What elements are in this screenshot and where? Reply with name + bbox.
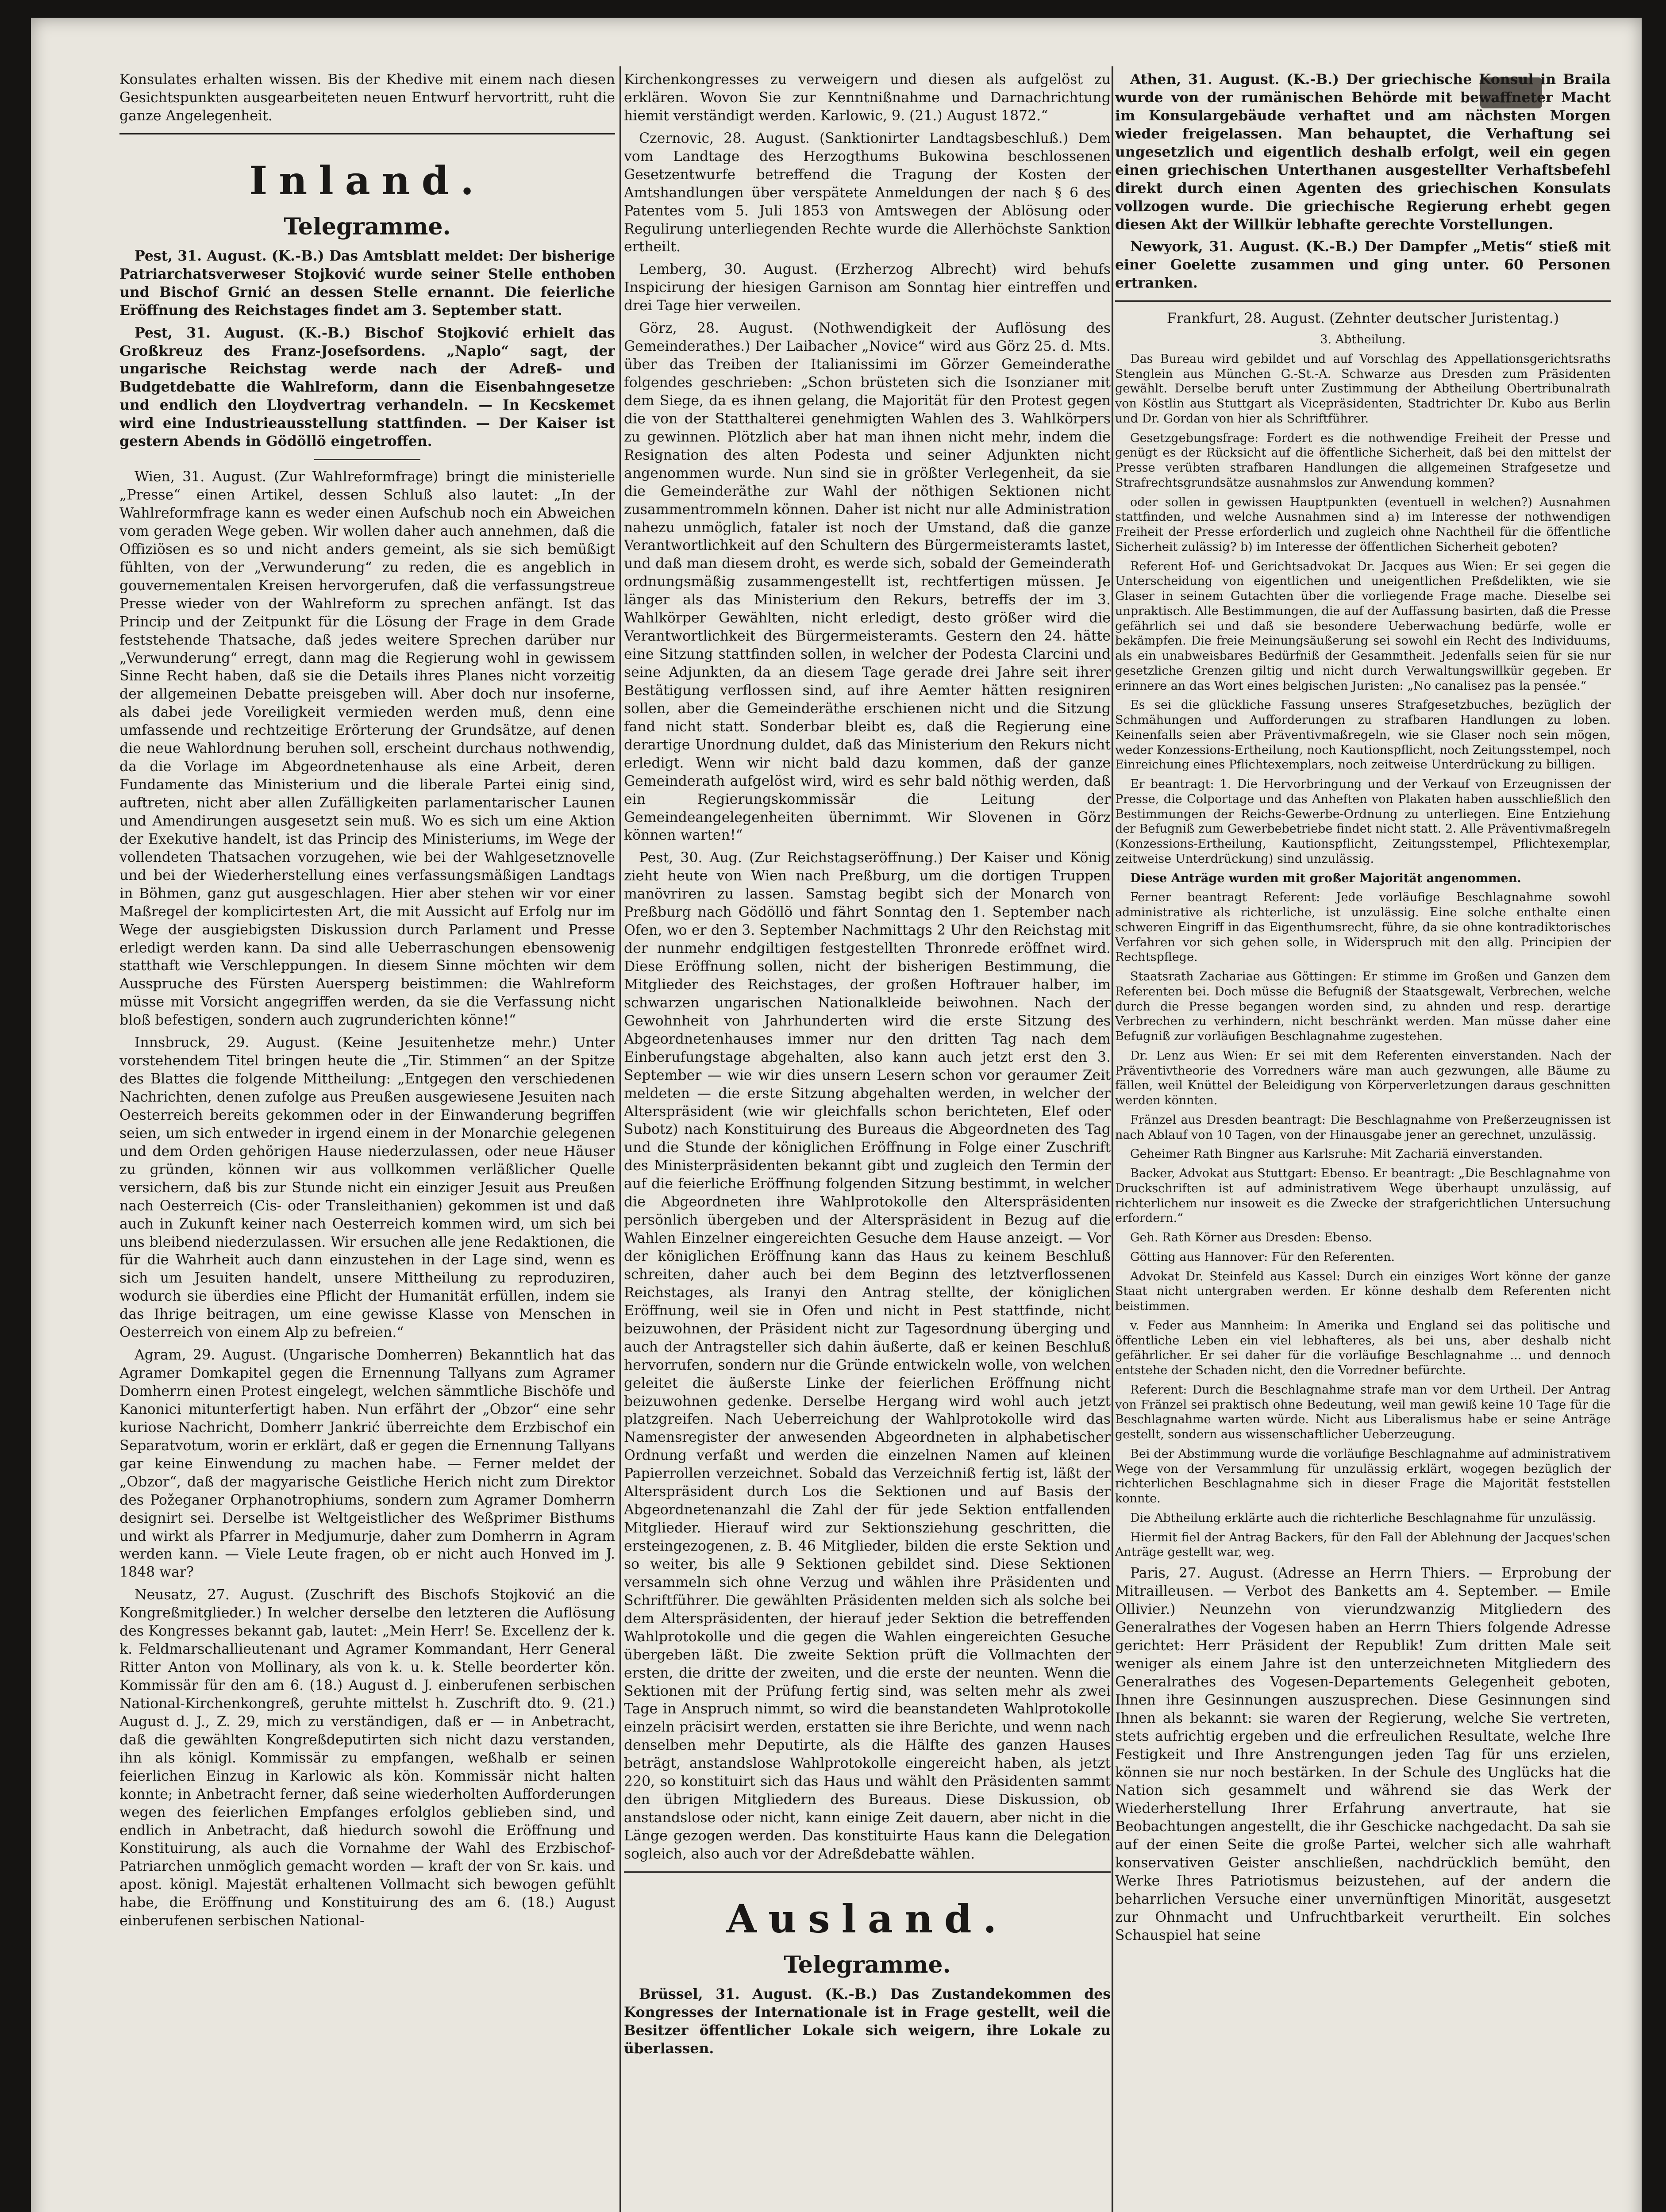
telegram-paragraph: Pest, 31. August. (K.-B.) Das Amtsblatt meldet: Der bisherige Patriarchatsverweser Stojković wurde seiner Stelle enthoben und Bischof Grnić an dessen Stelle ernannt. Die feierliche Eröffnung des Reichstages findet am 3. September statt. (119, 247, 615, 319)
article-paragraph: Agram, 29. August. (Ungarische Domherren) Bekanntlich hat das Agramer Domkapitel gegen die Ernennung Tallyans zum Agramer Domherrn einen Protest eingelegt, welchen sämmtliche Bischöfe und Kanonici mitunterfertigt haben. Nun erfährt der „Obzor“ eine sehr kuriose Nachricht, Domherr Jankrić überreichte dem Erzbischof ein Separatvotum, worin er erklärt, daß er gegen die Ernennung Tallyans gar keine Einwendung zu machen habe. — Ferner meldet der „Obzor“, daß der magyarische Geistliche Herich nicht zum Direktor des Požeganer Orphanotrophiums, sondern zum Agramer Domherrn designirt sei. Derselbe ist Weltgeistlicher des Weßprimer Bisthums und wirkt als Pfarrer in Medjumurje, daher zum Domherrn in Agram werden kann. — Viele Leute fragen, ob er nicht auch Honved im J. 1848 war? (119, 1347, 615, 1581)
article-paragraph: Es sei die glückliche Fassung unseres Strafgesetzbuches, bezüglich der Schmähungen und Aufforderungen zu strafbaren Handlungen zu loben. Keinenfalls seien aber Präventivmaßregeln, wie sie Glaser noch sein mögen, weder Konzessions-Ertheilung, noch Kautionspflicht, noch Zeitungsstempel, noch Einreichung eines Pflichtexemplars, noch zeitweise Unterdrückung zu billigen. (1115, 698, 1611, 772)
article-paragraph: Götting aus Hannover: Für den Referenten. (1130, 1250, 1395, 1264)
article-paragraph: Hiermit fiel der Antrag Backers, für den Fall der Ablehnung der Jacques'schen Anträge gestellt war, weg. (1115, 1530, 1611, 1559)
column-rule (619, 66, 621, 2212)
telegram-paragraph: Pest, 31. August. (K.-B.) Bischof Stojković erhielt das Großkreuz des Franz-Josefsordens. „Naplo“ sagt, der ungarische Reichstag werde nach der Adreß- und Budgetdebatte die Wahlreform, dann die Eisenbahngesetze und endlich den Lloydvertrag verhandeln. — In Kecskemet wird eine Industrieausstellung stattfinden. — Der Kaiser ist gestern Abends in Gödöllö eingetroffen. (119, 324, 615, 450)
article-paragraph: Referent: Durch die Beschlagnahme strafe man vor dem Urtheil. Der Antrag von Fränzel sei praktisch ohne Bedeutung, weil man gewiß keine 10 Tage für die Beschlagnahme warten würde. Nicht aus Liberalismus habe er seine Anträge gestellt, sondern aus wissenschaftlicher Ueberzeugung. (1115, 1382, 1611, 1442)
article-paragraph: Referent Hof- und Gerichtsadvokat Dr. Jacques aus Wien: Er sei gegen die Unterscheidung von eigentlichen und uneigentlichen Preßdelikten, wie sie Glaser in seinem Gutachten über die vorliegende Frage mache. Dieselbe sei unpraktisch. Alle Bestimmungen, die auf der Auffassung basirten, daß die Presse gefährlich sei und daß sie besondere Ueberwachung bedürfe, wolle er bekämpfen. Die freie Meinungsäußerung sei sowohl ein Recht des Individuums, als ein unabweisbares Bedürfniß der Gesammtheit. Jedenfalls seien für sie nur gesetzliche Grenzen giltig und nicht durch Verwaltungswillkür gegeben. Er erinnere an das Wort eines belgischen Juristen: „No canalisez pas la pensée.“ (1115, 559, 1611, 693)
column-middle (624, 71, 1111, 2212)
newspaper-page (31, 18, 1642, 2212)
article-paragraph: Lemberg, 30. August. (Erzherzog Albrecht) wird behufs Inspicirung der hiesigen Garnison am Sonntag hier eintreffen und drei Tage hier verweilen. (624, 261, 1111, 314)
article-paragraph: Dr. Lenz aus Wien: Er sei mit dem Referenten einverstanden. Nach der Präventivtheorie des Vorredners wäre man auch gezwungen, alle Bäume zu fällen, weil Knüttel der Beleidigung von Körperverletzungen daraus geschnitten werden könnten. (1115, 1048, 1611, 1108)
article-paragraph: Innsbruck, 29. August. (Keine Jesuitenhetze mehr.) Unter vorstehendem Titel bringen heute die „Tir. Stimmen“ an der Spitze des Blattes die folgende Mittheilung: „Entgegen den verschiedenen Nachrichten, denen zufolge aus Preußen ausgewiesene Jesuiten nach Oesterreich bereits gekommen oder in der Einwanderung begriffen seien, um sich entweder in irgend einem in der Monarchie gelegenen und dem Orden gehörigen Hause niederzulassen, oder neue Häuser zu gründen, können wir aus vollkommen verläßlicher Quelle versichern, daß bis zur Stunde nicht ein einziger Jesuit aus Preußen nach Oesterreich (Cis- oder Transleithanien) gekommen ist und daß auch in Zukunft keiner nach Oesterreich kommen wird, um sich bei uns bleibend niederzulassen. Wir ersuchen alle jene Redaktionen, die für die Wahrheit auch dann einzustehen in der Lage sind, wenn es sich um Jesuiten handelt, unsere Mittheilung zu reproduziren, wodurch sie überdies eine Pflicht der Humanität erfüllen, indem sie das Ihrige beitragen, um eine gewisse Klasse von Menschen in Oesterreich von einem Alp zu befreien.“ (119, 1035, 615, 1341)
divider (624, 1871, 1111, 1873)
article-paragraph: Die Abtheilung erklärte auch die richterliche Beschlagnahme für unzulässig. (1130, 1511, 1596, 1525)
article-paragraph: Wien, 31. August. (Zur Wahlreformfrage) bringt die ministerielle „Presse“ einen Artikel, dessen Schluß also lautet: „In der Wahlreformfrage kann es weder einen Aufschub noch ein Abweichen vom geraden Wege geben. Wir wollen daher auch annehmen, daß die Offiziösen es so und nicht anders gemeint, als sie sich bemüßigt fühlten, von der „Verwunderung“ zu reden, die es angeblich in gouvernementalen Kreisen hervorgerufen, daß die verfassungstreue Presse wieder von der Wahlreform zu sprechen anfängt. Ist das Princip und der Zeitpunkt für die Lösung der Frage in dem Grade feststehende Thatsache, daß jedes weitere Sprechen darüber nur „Verwunderung“ erregt, dann mag die Regierung wohl in gewissem Sinne Recht haben, daß sie die Details ihres Planes nicht vorzeitig der allgemeinen Debatte preisgeben will. Aber doch nur insoferne, als dabei jede Voreiligkeit vermieden werden muß, denn eine umfassende und rechtzeitige Erörterung der Grundsätze, auf denen die neue Wahlordnung beruhen soll, erscheint durchaus nothwendig, da die Vorlage im Abgeordnetenhause als eine Arbeit, deren Fundamente das Ministerium und die liberale Partei einig sind, auftreten, nicht aber allen Zufälligkeiten parlamentarischer Launen und Amendirungen ausgesetzt sein muß. Wo es sich um eine Aktion der Exekutive handelt, ist das Princip des Ministeriums, im Wege der vollendeten Thatsachen vorzugehen, wie bei der Wahlgesetznovelle und bei der Wiederherstellung eines verfassungsmäßigen Landtags in Böhmen, ganz gut ausgeschlagen. Hier aber stehen wir vor einer Maßregel der komplicirtesten Art, die mit Aussicht auf Erfolg nur im Wege der ausgiebigsten Diskussion durch Parlament und Presse erledigt werden kann. Da sind alle Ueberraschungen ebensowenig statthaft wie Verschleppungen. In diesem Sinne möchten wir dem Ausspruche des Fürsten Auersperg beistimmen: die Wahlreform müsse mit Vorsicht angegriffen werden, da sie die Verfassung nicht bloß befestigen, sondern auch zugrunderichten könne!“ (119, 469, 615, 1029)
divider (314, 459, 420, 460)
article-paragraph: Diese Anträge wurden mit großer Majorität angenommen. (1130, 871, 1521, 885)
divider (1115, 300, 1611, 302)
article-paragraph: Ferner beantragt Referent: Jede vorläufige Beschlagnahme sowohl administrative als richterliche, ist unzulässig. Eine solche enthalte einen schweren Eingriff in das Eigenthumsrecht, führe, da sie ohne kontradiktorisches Verfahren vor sich gehen solle, in Widerspruch mit den allg. Principien der Rechtspflege. (1115, 891, 1611, 964)
article-paragraph: Backer, Advokat aus Stuttgart: Ebenso. Er beantragt: „Die Beschlagnahme von Druckschriften ist auf administrativem Wege überhaupt unzulässig, auf richterlichem nur insoweit es die Zwecke der strafgerichtlichen Untersuchung erfordern.“ (1115, 1167, 1611, 1225)
article-paragraph: Fränzel aus Dresden beantragt: Die Beschlagnahme von Preßerzeugnissen ist nach Ablauf von 10 Tagen, von der Hinausgabe jener an gerechnet, unzulässig. (1115, 1113, 1611, 1142)
article-heading: Frankfurt, 28. August. (Zehnter deutscher Juristentag.) (1166, 311, 1559, 327)
article-paragraph: Advokat Dr. Steinfeld aus Kassel: Durch ein einziges Wort könne der ganze Staat nicht untergraben werden. Er könne deshalb dem Referenten nicht beistimmen. (1115, 1269, 1611, 1313)
article-paragraph: Geh. Rath Körner aus Dresden: Ebenso. (1130, 1231, 1372, 1245)
telegram-paragraph: Newyork, 31. August. (K.-B.) Der Dampfer „Metis“ stieß mit einer Goelette zusammen und ging unter. 60 Personen ertranken. (1115, 238, 1611, 292)
column-left (119, 71, 615, 2212)
section-title: Inland. (249, 157, 485, 204)
subsection-heading: 3. Abtheilung. (1320, 333, 1406, 347)
article-paragraph: Er beantragt: 1. Die Hervorbringung und der Verkauf von Erzeugnissen der Presse, die Colportage und das Anheften von Plakaten haben ausschließlich den Bestimmungen der Reichs-Gewerbe-Ordnung zu unterliegen. Eine Entziehung der Befugniß zum Gewerbebetriebe findet nicht statt. 2. Alle Präventivmaßregeln (Konzessions-Ertheilung, Kautionspflicht, Zeitungsstempel, Pflichtexemplar, zeitweise Unterdrückung) sind unzulässig. (1115, 777, 1611, 866)
article-paragraph: Bei der Abstimmung wurde die vorläufige Beschlagnahme auf administrativem Wege von der Versammlung für unzulässig erklärt, wogegen bezüglich der richterlichen Beschlagnahme sich in dieser Frage die Majorität feststellen konnte. (1115, 1447, 1611, 1506)
article-paragraph: Staatsrath Zachariae aus Göttingen: Er stimme im Großen und Ganzen dem Referenten bei. Doch müsse die Befugniß der Staatsgewalt, Verbrechen, welche durch die Presse begangen worden sind, zu ahnden und resp. derartige Verbrechen zu verhindern, nicht beschränkt werden. Man müsse daher eine Befugniß zur vorläufigen Beschlagnahme zugestehen. (1115, 970, 1611, 1044)
column-right (1115, 71, 1611, 2212)
article-paragraph: Czernovic, 28. August. (Sanktionirter Landtagsbeschluß.) Dem vom Landtage des Herzogthums Bukowina beschlossenen Gesetzentwurfe betreffend die Tragung der Kosten der Amtshandlungen über verspätete Anmeldungen der nach § 6 des Patentes vom 5. Juli 1853 von Amtswegen der Ablösung oder Regulirung unterliegenden Rechte wurde die Allerhöchste Sanktion ertheilt. (624, 130, 1111, 255)
divider (119, 133, 615, 134)
article-paragraph: Kirchenkongresses zu verweigern und diesen als aufgelöst zu erklären. Wovon Sie zur Kenntnißnahme und Darnachrichtung hiemit verständigt werden. Karlowic, 9. (21.) August 1872.“ (624, 72, 1111, 124)
column-rule (1112, 66, 1113, 2212)
article-paragraph: Das Bureau wird gebildet und auf Vorschlag des Appellationsgerichtsraths Stenglein aus München G.-St.-A. Schwarze aus Dresden zum Präsidenten gewählt. Derselbe beruft unter Zustimmung der Abtheilung Obertribunalrath von Köstlin aus Stuttgart als Vicepräsidenten, Stadtrichter Dr. Kubo aus Berlin und Dr. Gordan von hier als Schriftführer. (1115, 352, 1611, 426)
article-paragraph: Pest, 30. Aug. (Zur Reichstagseröffnung.) Der Kaiser und König zieht heute von Wien nach Preßburg, um die dortigen Truppen manövriren zu lassen. Samstag begibt sich der Monarch von Preßburg nach Gödöllö und fährt Sonntag den 1. September nach Ofen, wo er den 3. September Nachmittags 2 Uhr den Reichstag mit der nunmehr endgiltigen festgestellten Thronrede eröffnet wird. Diese Eröffnung sollen, nicht der bisherigen Bestimmung, die Mitglieder des Reichstages, der großen Hoftrauer halber, im schwarzen ungarischen Nationalkleide beiwohnen. Nach der Gewohnheit von Jahrhunderten wird die erste Sitzung des Abgeordnetenhauses immer nur den dritten Tag nach dem Einberufungstage abgehalten, also kann auch jetzt erst den 3. September — wie wir dies unsern Lesern schon vor geraumer Zeit meldeten — die erste Sitzung abgehalten werden, in welcher der Alterspräsident (wie wir gleichfalls schon berichteten, Elef oder Subotz) nach Konstituirung des Bureaus die Abgeordneten des Tag und die Stunde der königlichen Eröffnung in Folge einer Zuschrift des Ministerpräsidenten bekannt gibt und zugleich den Termin der auf die feierliche Eröffnung folgenden Sitzung bestimmt, in welcher die Abgeordneten ihre Wahlprotokolle den Alterspräsidenten persönlich übergeben und der Alterspräsident in Bezug auf die Wahlen Einzelner eingereichten Gesuche dem Hause anzeigt. — Vor der königlichen Eröffnung kann das Haus zu keinem Beschluß schreiten, daher auch bei dem Beginn des letztverflossenen Reichstages, als Iranyi den Antrag stellte, der königlichen Eröffnung, weil sie in Ofen und nicht in Pest stattfinde, nicht beizuwohnen, der Präsident nicht zur Tagesordnung überging und auch der Antragsteller sich dahin äußerte, daß er keinen Beschluß hervorrufen, sondern nur die Gründe entwickeln wolle, von welchen geleitet die äußerste Linke der feierlichen Eröffnung nicht beizuwohnen gedenke. Derselbe Hergang wird wohl auch jetzt platzgreifen. Nach Ueberreichung der Wahlprotokolle wird das Namensregister der anwesenden Abgeordneten in alphabetischer Ordnung verfaßt und werden die einzelnen Namen auf kleinen Papierrollen verzeichnet. Sobald das Verzeichniß fertig ist, läßt der Alterspräsident durch Los die Sektionen und auf Basis der Abgeordnetenanzahl die Zahl der für jede Sektion entfallenden Mitglieder. Hierauf wird zur Sektionsziehung geschritten, die ersteingezogenen, z. B. 46 Mitglieder, bilden die erste Sektion und so weiter, bis alle 9 Sektionen gebildet sind. Diese Sektionen versammeln sich ohne Verzug und wählen ihre Präsidenten und Schriftführer. Die gewählten Präsidenten melden sich als solche bei dem Alterspräsidenten, der hierauf jeder Sektion die betreffenden Wahlprotokolle und die gegen die Wahlen eingereichten Gesuche übergeben läßt. Die zweite Sektion prüft die Vollmachten der ersten, die dritte der zweiten, und die erste der neunten. Wenn die Sektionen mit der Prüfung fertig sind, was selten mehr als zwei Tage in Anspruch nimmt, so wird die beanstandeten Wahlprotokolle einzeln präcisirt werden, erstatten sie ihre Berichte, und wenn nach denselben mehr Deputirte, als die Hälfte des ganzen Hauses beträgt, anstandslose Wahlprotokolle eingereicht haben, als jetzt 220, so konstituirt sich das Haus und wählt den Präsidenten sammt den übrigen Mitgliedern des Bureaus. Diese Diskussion, ob anstandslose oder nicht, kann einige Zeit dauern, aber nicht in die Länge gezogen werden. Das konstituirte Haus kann die Delegation sogleich, also auch vor der Adreßdebatte wählen. (624, 850, 1111, 1862)
telegram-heading: Telegramme. (784, 1951, 951, 1978)
article-paragraph: oder sollen in gewissen Hauptpunkten (eventuell in welchen?) Ausnahmen stattfinden, und welche Ausnahmen sind a) im Interesse der nothwendigen Freiheit der Presse erforderlich und zugleich ohne Nachtheil für die öffentliche Sicherheit zulässig? b) im Interesse der öffentlichen Sicherheit geboten? (1115, 495, 1611, 554)
telegram-paragraph: Athen, 31. August. (K.-B.) Der griechische Konsul in Braila wurde von der rumänischen Behörde mit bewaffneter Macht im Konsulargebäude verhaftet und am nächsten Morgen wieder freigelassen. Man behauptet, die Verhaftung sei ungesetzlich und eigentlich deshalb erfolgt, weil ein gegen einen griechischen Unterthanen ausgestellter Verhaftsbefehl direkt durch einen Agenten des griechischen Konsulats vollzogen wurde. Die griechische Regierung erhebt gegen diesen Akt der Willkür lebhafte gerechte Vorstellungen. (1115, 71, 1611, 233)
article-paragraph: Neusatz, 27. August. (Zuschrift des Bischofs Stojković an die Kongreßmitglieder.) In welcher derselbe den letzteren die Auflösung des Kongresses bekannt gab, lautet: „Mein Herr! Se. Excellenz der k. k. Feldmarschallieutenant und Agramer Kommandant, Herr General Ritter Anton von Mollinary, als von k. u. k. Stelle beorderter kön. Kommissär für den am 6. (18.) August d. J. einberufenen serbischen National-Kirchenkongreß, geruhte mittelst h. Zuschrift dto. 9. (21.) August d. J., Z. 29, mich zu verständigen, daß er — in Anbetracht, daß die gewählten Kongreßdeputirten sich nicht dazu verstanden, ihn als königl. Kommissär zu empfangen, weßhalb er seinen feierlichen Einzug in Karlowic als kön. Kommissär nicht halten konnte; in Anbetracht ferner, daß seine wiederholten Aufforderungen wegen des feierlichen Empfanges erfolglos geblieben sind, und endlich in Anbetracht, daß hiedurch sowohl die Eröffnung und Konstituirung, als auch die Vornahme der Wahl des Erzbischof-Patriarchen unmöglich gemacht worden — kraft der von Sr. kais. und apost. königl. Majestät erhaltenen Vollmacht sich bewogen gefühlt habe, die Eröffnung und Konstituirung des am 6. (18.) August einberufenen serbischen National- (119, 1587, 615, 1929)
article-paragraph: Gesetzgebungsfrage: Fordert es die nothwendige Freiheit der Presse und genügt es der Rücksicht auf die öffentliche Sicherheit, daß bei den mittelst der Presse verübten strafbaren Handlungen die allgemeinen Strafgesetze und Strafrechtsgrundsätze ausnahmslos zur Anwendung kommen? (1115, 431, 1611, 490)
telegram-heading: Telegramme. (284, 213, 451, 240)
article-paragraph: Görz, 28. August. (Nothwendigkeit der Auflösung des Gemeinderathes.) Der Laibacher „Novice“ wird aus Görz 25. d. Mts. über das Treiben der Italianissimi im Görzer Gemeinderathe folgendes geschrieben: „Schon brüsteten sich die Isonzianer mit dem Siege, da es ihnen gelang, die Majorität für den Protest gegen die von der Statthalterei genehmigten Wahlen des 3. Wahlkörpers zu gewinnen. Plötzlich aber hat man ihnen nicht mehr, indem die Resignation des alten Podesta und seiner Adjunkten nicht angenommen wurde. Nun sind sie in größter Verlegenheit, da sie die Gemeinderäthe zur Wahl der nöthigen Sektionen nicht zusammentrommeln können. Daher ist nicht nur alle Administration nahezu unmöglich, fataler ist noch der Umstand, daß die ganze Verantwortlichkeit auf den Schultern des Bürgermeisteramts lastet, und daß man diesem droht, es werde sich, sobald der Gemeinderath ordnungsmäßig zusammengestellt ist, rechtfertigen müssen. Je länger als das Ministerium den Rekurs, betreffs der im 3. Wahlkörper Gewählten, nicht erledigt, desto größer wird die Verantwortlichkeit des Bürgermeisteramts. Gestern den 24. hätte eine Sitzung stattfinden sollen, in welcher der Podesta Clarcini und seine Adjunkten, da an diesem Tage gerade drei Jahre seit ihrer Bestätigung verflossen sind, auf ihre Aemter hätten resigniren sollen, aber die Gemeinderäthe erschienen nicht und die Sitzung fand nicht statt. Sonderbar bleibt es, daß die Regierung eine derartige Unordnung duldet, daß das Ministerium den Rekurs nicht erledigt. Wenn wir nicht bald dazu kommen, daß der ganze Gemeinderath aufgelöst wird, wird es sehr bald nöthig werden, daß ein Regierungskommissär die Leitung der Gemeindeangelegenheiten übernimmt. Wir Slovenen in Görz können warten!“ (624, 320, 1111, 844)
section-title: Ausland. (726, 1895, 1008, 1942)
article-paragraph: v. Feder aus Mannheim: In Amerika und England sei das politische und öffentliche Leben ein viel lebhafteres, als bei uns, aber deshalb nicht gefährlicher. Er sei daher für die vorläufige Beschlagnahme ... und dennoch entstehe der Schaden nicht, den die Vorredner befürchte. (1115, 1318, 1611, 1378)
article-paragraph: Geheimer Rath Bingner aus Karlsruhe: Mit Zachariä einverstanden. (1130, 1147, 1543, 1161)
article-paragraph: Konsulates erhalten wissen. Bis der Khedive mit einem nach diesen Gesichtspunkten ausgearbeiteten neuen Entwurf hervortritt, ruht die ganze Angelegenheit. (119, 72, 615, 124)
article-paragraph: Paris, 27. August. (Adresse an Herrn Thiers. — Erprobung der Mitrailleusen. — Verbot des Banketts am 4. September. — Emile Ollivier.) Neunzehn von vierundzwanzig Mitgliedern des Generalrathes der Vogesen haben an Herrn Thiers folgende Adresse gerichtet: Herr Präsident der Republik! Zum dritten Male seit weniger als einem Jahre ist den unterzeichneten Mitgliedern des Generalrathes des Vogesen-Departements Gelegenheit geboten, Ihnen ihre Gesinnungen auszusprechen. Diese Gesinnungen sind Ihnen als bekannt: sie waren der Regierung, welche Sie vertreten, stets aufrichtig ergeben und die erfreulichen Resultate, welche Ihre Festigkeit und Ihre Anstrengungen jeden Tag für uns erzielen, können sie nur noch bestärken. In der Schule des Unglücks hat die Nation sich gesammelt und während sie das Werk der Wiederherstellung Ihrer Erfahrung anvertraute, hat sie Beobachtungen angestellt, die ihr Geschicke nachgedacht. Da sah sie auf der einen Seite die große Partei, welcher sich alle wahrhaft konservativen Geister anschließen, nachdrücklich bemüht, den Werke Ihres Patriotismus beizustehen, auf der andern die beharrlichen Versuche einer unvernünftigen Minorität, ausgesetzt zur Ohnmacht und Unfruchtbarkeit verurtheilt. Ein solches Schauspiel hat seine (1115, 1565, 1611, 1943)
telegram-paragraph: Brüssel, 31. August. (K.-B.) Das Zustandekommen des Kongresses der Internationale ist in Frage gestellt, weil die Besitzer öffentlicher Lokale sich weigern, ihre Lokale zu überlassen. (624, 1985, 1111, 2057)
